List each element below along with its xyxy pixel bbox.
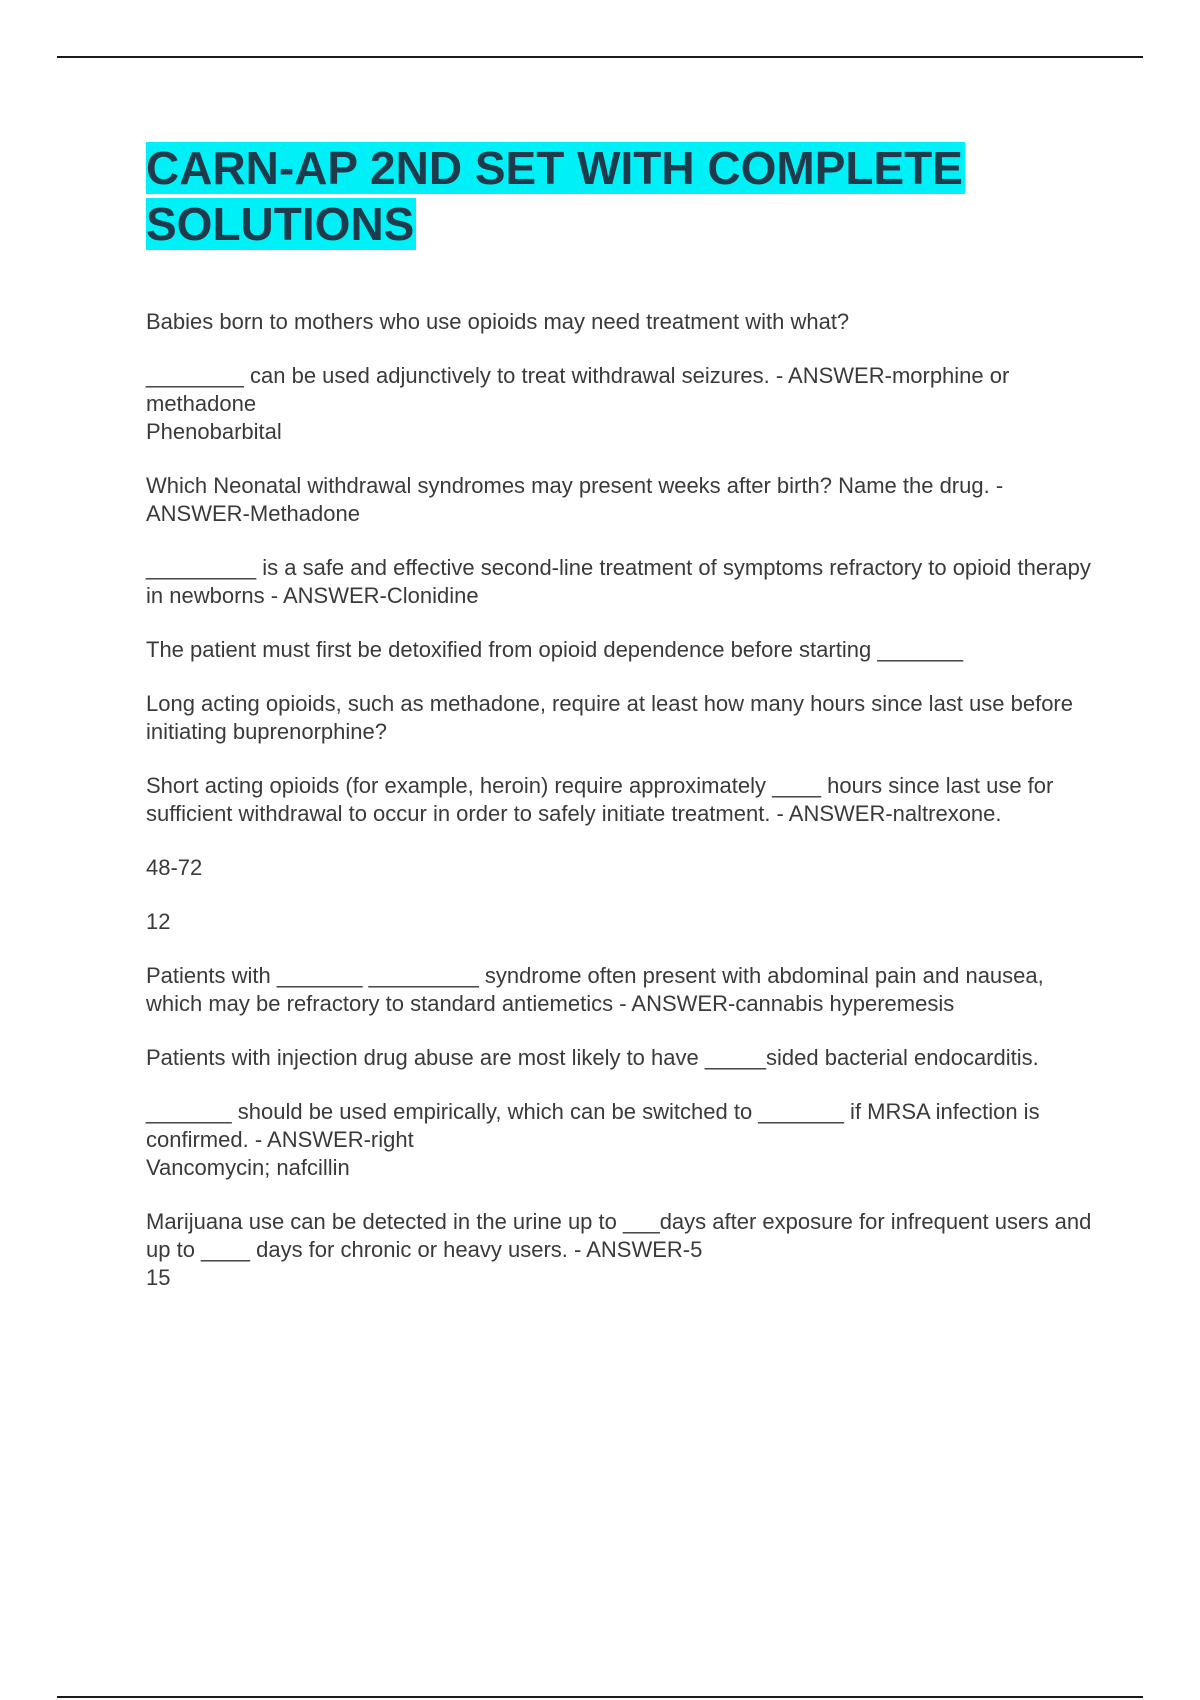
- top-rule: [57, 56, 1143, 58]
- question-paragraph: _________ is a safe and effective second-line treatment of symptoms refractory to opioid therapy in newborns - ANSWER-Clonidine: [146, 555, 1091, 608]
- document-body: [146, 140, 1096, 1318]
- document-title: [146, 140, 1096, 252]
- question-paragraph: Babies born to mothers who use opioids may need treatment with what?: [146, 309, 850, 334]
- answer-paragraph: 12: [146, 909, 171, 934]
- question-list: [146, 308, 1096, 1292]
- question-paragraph: Patients with _______ _________ syndrome often present with abdominal pain and nausea, which may be refractory to standard antiemetics - ANSWER-cannabis hyperemesis: [146, 963, 1044, 1016]
- title-highlight: CARN-AP 2ND SET WITH COMPLETE SOLUTIONS: [146, 142, 963, 250]
- bottom-rule: [57, 1696, 1143, 1698]
- question-paragraph: Patients with injection drug abuse are most likely to have _____sided bacterial endocarditis.: [146, 1045, 1039, 1070]
- question-paragraph: Short acting opioids (for example, heroin) require approximately ____ hours since last use for sufficient withdrawal to occur in order to safely initiate treatment. - ANSWER-naltrexone.: [146, 773, 1054, 826]
- question-paragraph: Which Neonatal withdrawal syndromes may present weeks after birth? Name the drug. - ANSWER-Methadone: [146, 473, 1004, 526]
- question-paragraph: The patient must first be detoxified from opioid dependence before starting _______: [146, 637, 963, 662]
- question-paragraph: ________ can be used adjunctively to treat withdrawal seizures. - ANSWER-morphine or methadone Phenobarbital: [146, 363, 1010, 444]
- question-paragraph: _______ should be used empirically, which can be switched to _______ if MRSA infection is confirmed. - ANSWER-right Vancomycin; nafcillin: [146, 1099, 1040, 1180]
- answer-paragraph: 48-72: [146, 855, 203, 880]
- question-paragraph: Marijuana use can be detected in the urine up to ___days after exposure for infrequent users and up to ____ days for chronic or heavy users. - ANSWER-5 15: [146, 1209, 1092, 1290]
- question-paragraph: Long acting opioids, such as methadone, require at least how many hours since last use before initiating buprenorphine?: [146, 691, 1073, 744]
